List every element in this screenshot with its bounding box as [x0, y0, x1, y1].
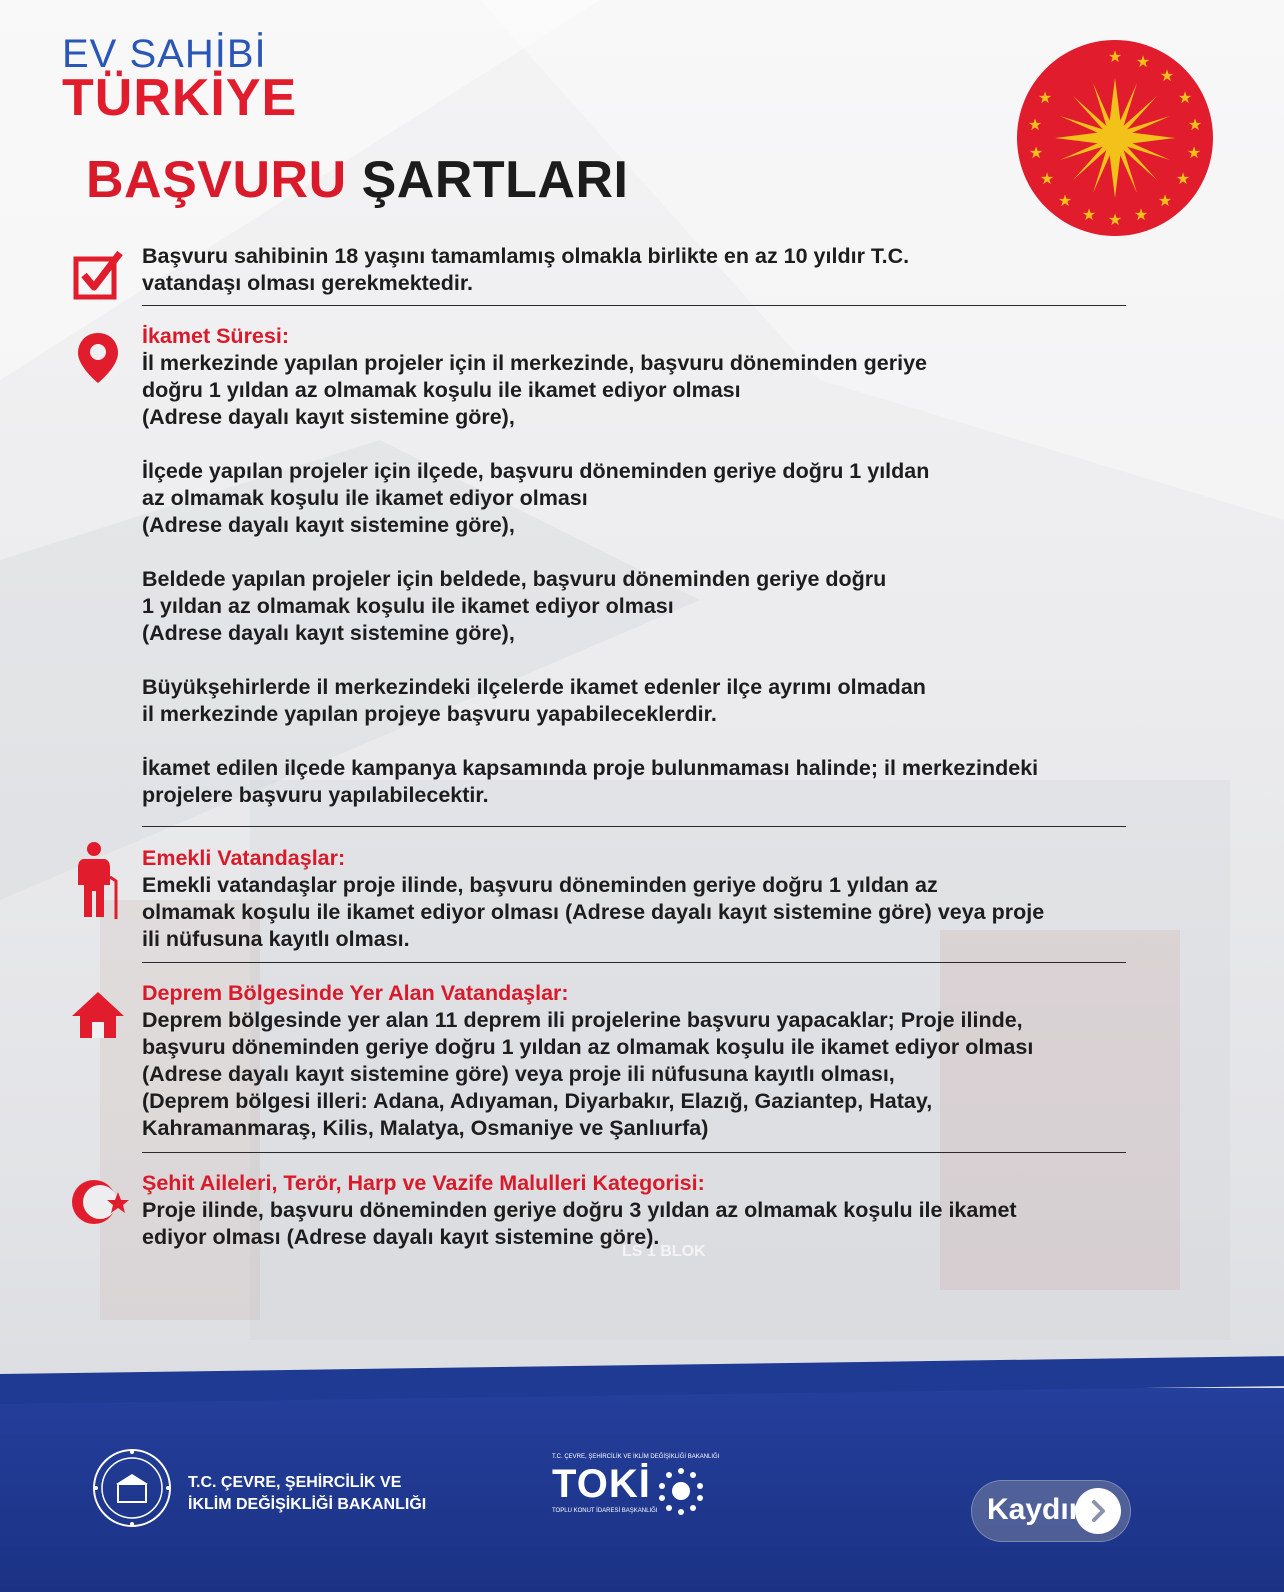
- ministry-line: T.C. ÇEVRE, ŞEHİRCİLİK VE: [188, 1474, 402, 1491]
- section-heading: Deprem Bölgesinde Yer Alan Vatandaşlar:: [142, 981, 569, 1005]
- ev-sahibi-turkiye-logo: [62, 32, 298, 127]
- svg-text:★: ★: [1175, 169, 1191, 188]
- location-pin-icon: [70, 329, 126, 385]
- svg-text:★: ★: [1027, 115, 1043, 134]
- title-part1: BAŞVURU: [86, 151, 347, 209]
- section-line: (Adrese dayalı kayıt sistemine göre),: [142, 621, 515, 645]
- section-line: Deprem bölgesinde yer alan 11 deprem ili projelerine başvuru yapacaklar; Proje ilinde,: [142, 1008, 1023, 1032]
- section-heading: Şehit Aileleri, Terör, Harp ve Vazife Malulleri Kategorisi:: [142, 1171, 705, 1195]
- svg-text:★: ★: [1186, 143, 1202, 162]
- svg-text:★: ★: [1157, 191, 1173, 210]
- ministry-name: [188, 1472, 426, 1516]
- svg-text:★: ★: [1107, 210, 1123, 229]
- title-part2: ŞARTLARI: [361, 151, 629, 209]
- section-line: Emekli vatandaşlar proje ilinde, başvuru döneminden geriye doğru 1 yıldan az: [142, 873, 938, 897]
- toki-wordmark: TOKİ: [552, 1462, 651, 1506]
- house-icon: [70, 988, 126, 1044]
- section-line: ediyor olması (Adrese dayalı kayıt sistemine göre).: [142, 1225, 660, 1249]
- section-citizenship: [142, 243, 1202, 297]
- svg-text:★: ★: [1187, 115, 1203, 134]
- scroll-button[interactable]: [971, 1480, 1131, 1542]
- section-line: az olmamak koşulu ile ikamet ediyor olması: [142, 486, 588, 510]
- divider: [142, 962, 1126, 963]
- section-line: başvuru döneminden geriye doğru 1 yıldan az olmamak koşulu ile ikamet ediyor olması: [142, 1035, 1034, 1059]
- crescent-star-icon: [70, 1174, 130, 1230]
- svg-text:★: ★: [1081, 205, 1097, 224]
- section-earthquake-zone: [142, 980, 1202, 1142]
- section-line: (Adrese dayalı kayıt sistemine göre),: [142, 405, 515, 429]
- section-line: İlçede yapılan projeler için ilçede, başvuru döneminden geriye doğru 1 yıldan: [142, 459, 930, 483]
- section-line: İl merkezinde yapılan projeler için il merkezinde, başvuru döneminden geriye: [142, 351, 928, 375]
- chevron-right-icon: [1075, 1488, 1121, 1534]
- section-retired-citizens: [142, 845, 1202, 953]
- page-title: [86, 152, 628, 209]
- section-line: vatandaşı olması gerekmektedir.: [142, 271, 474, 295]
- section-line: Başvuru sahibinin 18 yaşını tamamlamış olmakla birlikte en az 10 yıldır T.C.: [142, 244, 910, 268]
- toki-emblem-icon: [656, 1466, 706, 1516]
- section-line: 1 yıldan az olmamak koşulu ile ikamet ediyor olması: [142, 594, 674, 618]
- svg-text:★: ★: [1159, 66, 1175, 85]
- section-heading: İkamet Süresi:: [142, 324, 289, 348]
- section-line: (Adrese dayalı kayıt sistemine göre),: [142, 513, 515, 537]
- svg-text:★: ★: [1039, 169, 1055, 188]
- section-martyr-families: [142, 1170, 1202, 1251]
- section-line: Büyükşehirlerde il merkezindeki ilçelerde ikamet edenler ilçe ayrımı olmadan: [142, 675, 926, 699]
- section-line: Kahramanmaraş, Kilis, Malatya, Osmaniye ve Şanlıurfa): [142, 1116, 709, 1140]
- svg-text:★: ★: [1177, 88, 1193, 107]
- divider: [142, 1152, 1126, 1153]
- section-line: Beldede yapılan projeler için beldede, başvuru döneminden geriye doğru: [142, 567, 887, 591]
- toki-logo: [552, 1454, 722, 1524]
- svg-text:LS 1 BLOK: LS 1 BLOK: [622, 1243, 706, 1260]
- scroll-label: Kaydır: [987, 1493, 1081, 1526]
- toki-top-text: T.C. ÇEVRE, ŞEHİRCİLİK VE İKLİM DEĞİŞİKLİĞİ BAKANLIĞI: [552, 1454, 720, 1460]
- svg-text:★: ★: [1028, 143, 1044, 162]
- logo-line1: EV SAHİBİ: [62, 32, 267, 76]
- svg-text:★: ★: [1133, 205, 1149, 224]
- svg-text:★: ★: [1107, 47, 1123, 66]
- svg-text:★: ★: [1057, 191, 1073, 210]
- section-residence-duration: [142, 323, 1202, 809]
- section-line: olmamak koşulu ile ikamet ediyor olması (Adrese dayalı kayıt sistemine göre) veya proje: [142, 900, 1045, 924]
- section-line: il merkezinde yapılan projeye başvuru yapabileceklerdir.: [142, 702, 717, 726]
- elderly-person-icon: [70, 841, 126, 921]
- section-line: doğru 1 yıldan az olmamak koşulu ile ikamet ediyor olması: [142, 378, 741, 402]
- section-line: Proje ilinde, başvuru döneminden geriye doğru 3 yıldan az olmamak koşulu ile ikamet: [142, 1198, 1017, 1222]
- ministry-line: İKLİM DEĞİŞİKLİĞİ BAKANLIĞI: [188, 1496, 427, 1513]
- section-line: projelere başvuru yapılabilecektir.: [142, 783, 489, 807]
- presidential-seal-icon: [1015, 38, 1215, 238]
- section-line: İkamet edilen ilçede kampanya kapsamında proje bulunmaması halinde; il merkezindeki: [142, 756, 1039, 780]
- svg-text:★: ★: [1135, 52, 1151, 71]
- divider: [142, 305, 1126, 306]
- section-line: (Deprem bölgesi illeri: Adana, Adıyaman, Diyarbakır, Elazığ, Gaziantep, Hatay,: [142, 1089, 933, 1113]
- ministry-emblem-icon: [92, 1448, 172, 1528]
- checkbox-icon: [70, 247, 126, 303]
- svg-text:★: ★: [1037, 88, 1053, 107]
- section-heading: Emekli Vatandaşlar:: [142, 846, 346, 870]
- section-line: ili nüfusuna kayıtlı olması.: [142, 927, 410, 951]
- section-line: (Adrese dayalı kayıt sistemine göre) veya proje ili nüfusuna kayıtlı olması,: [142, 1062, 895, 1086]
- toki-bottom-text: TOPLU KONUT İDARESİ BAŞKANLIĞI: [552, 1508, 658, 1514]
- logo-line2: TÜRKİYE: [62, 69, 298, 127]
- divider: [142, 826, 1126, 827]
